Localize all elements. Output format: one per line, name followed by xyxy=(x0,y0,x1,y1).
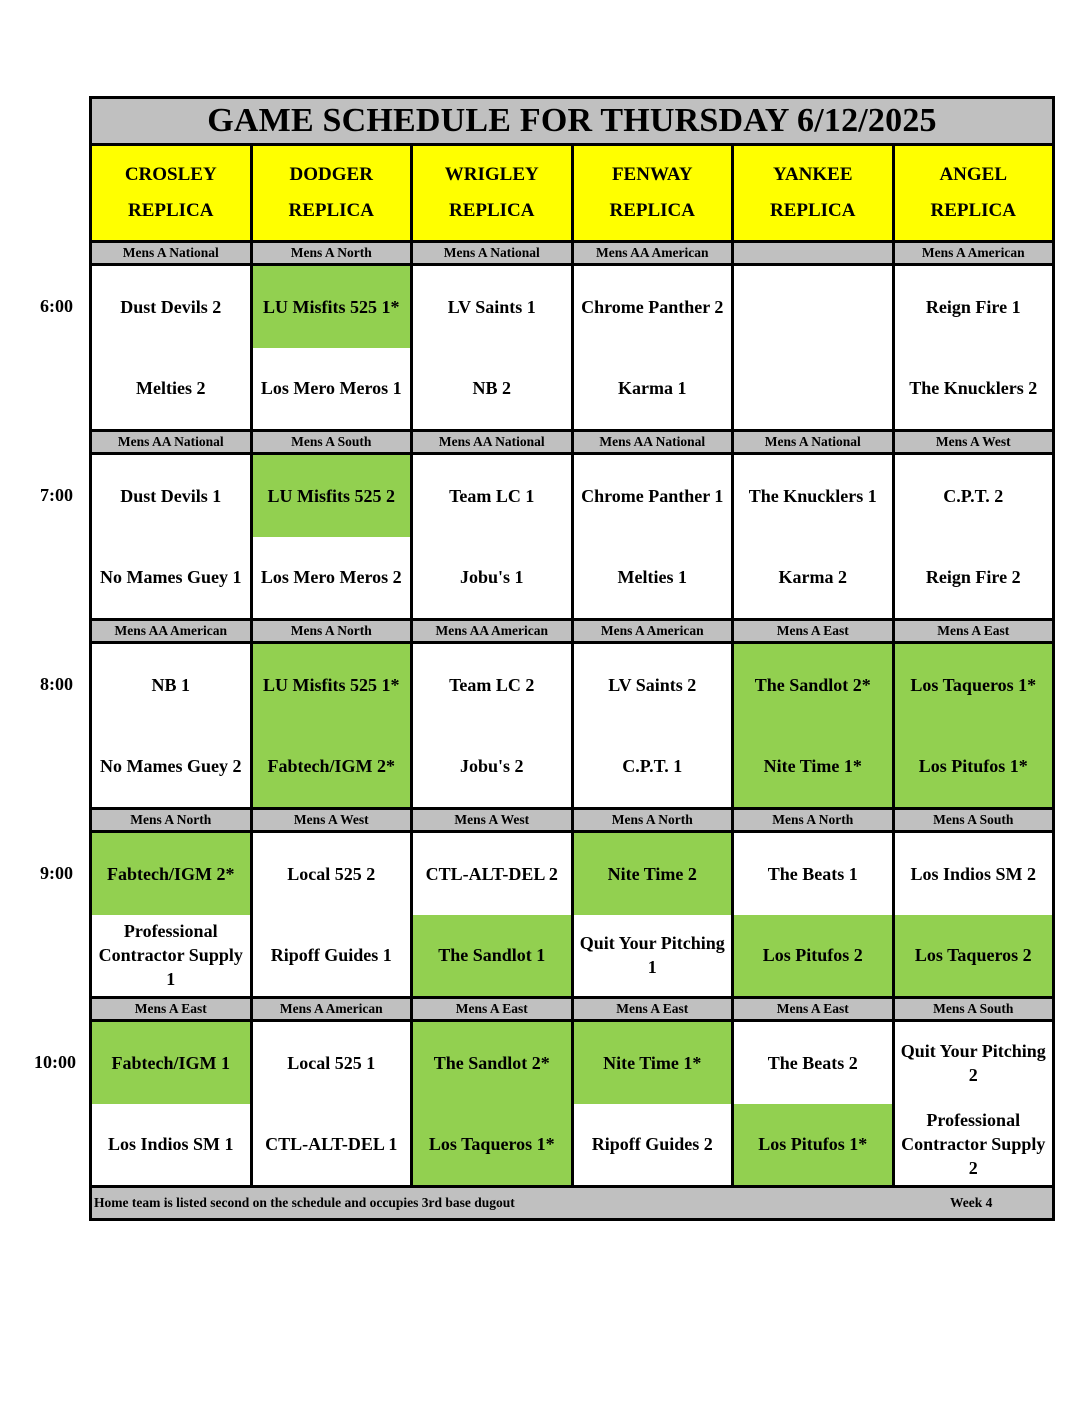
home-team: Jobu's 2 xyxy=(413,726,571,808)
division-label: Mens A South xyxy=(253,432,414,452)
away-team: Chrome Panther 1 xyxy=(574,455,732,537)
game-cell xyxy=(253,644,414,807)
away-team: Reign Fire 1 xyxy=(895,266,1053,348)
field-subtitle: REPLICA xyxy=(930,200,1016,221)
time-block xyxy=(92,1022,1052,1188)
away-team: Chrome Panther 2 xyxy=(574,266,732,348)
page-title: GAME SCHEDULE FOR THURSDAY 6/12/2025 xyxy=(92,99,1052,146)
home-team: Ripoff Guides 2 xyxy=(574,1104,732,1186)
game-cell xyxy=(574,1022,735,1185)
game-cell xyxy=(413,266,574,429)
away-team: Nite Time 2 xyxy=(574,833,732,915)
division-label: Mens A American xyxy=(574,621,735,641)
division-label: Mens A North xyxy=(253,621,414,641)
field-name: WRIGLEY xyxy=(444,164,539,185)
division-label: Mens A North xyxy=(734,810,895,830)
game-cell xyxy=(413,833,574,996)
game-cell xyxy=(734,1022,895,1185)
away-team xyxy=(734,266,892,348)
game-cell xyxy=(92,833,253,996)
time-block xyxy=(92,266,1052,432)
game-cell xyxy=(734,833,895,996)
home-team: NB 2 xyxy=(413,348,571,430)
away-team: NB 1 xyxy=(92,644,250,726)
home-team: Professional Contractor Supply 1 xyxy=(92,915,250,997)
home-team: No Mames Guey 2 xyxy=(92,726,250,808)
division-label: Mens AA American xyxy=(92,621,253,641)
time-block xyxy=(92,455,1052,621)
away-team: Quit Your Pitching 2 xyxy=(895,1022,1053,1104)
time-block xyxy=(92,833,1052,999)
home-team: Quit Your Pitching 1 xyxy=(574,915,732,997)
field-subtitle: REPLICA xyxy=(448,200,535,221)
home-team xyxy=(734,348,892,430)
game-cell xyxy=(574,266,735,429)
home-team: Los Taqueros 1* xyxy=(413,1104,571,1186)
home-team: Los Pitufos 1* xyxy=(895,726,1053,808)
division-row xyxy=(92,432,1052,455)
division-label: Mens AA National xyxy=(413,432,574,452)
home-team: Fabtech/IGM 2* xyxy=(253,726,411,808)
division-label: Mens A East xyxy=(734,999,895,1019)
away-team: LU Misfits 525 2 xyxy=(253,455,411,537)
home-team: Karma 1 xyxy=(574,348,732,430)
time-block xyxy=(92,644,1052,810)
away-team: LV Saints 1 xyxy=(413,266,571,348)
game-cell xyxy=(574,644,735,807)
field-header-fenway xyxy=(574,146,735,240)
division-label: Mens A West xyxy=(413,810,574,830)
game-cell xyxy=(574,455,735,618)
week-label: Week 4 xyxy=(950,1195,993,1210)
field-subtitle: REPLICA xyxy=(609,200,695,221)
away-team: LV Saints 2 xyxy=(574,644,732,726)
division-label: Mens A West xyxy=(253,810,414,830)
division-label: Mens AA American xyxy=(413,621,574,641)
away-team: The Beats 1 xyxy=(734,833,892,915)
division-label: Mens A American xyxy=(253,999,414,1019)
division-label xyxy=(734,243,895,263)
division-label: Mens A South xyxy=(933,1001,1014,1016)
division-label: Mens A East xyxy=(937,623,1010,638)
time-slots xyxy=(92,243,1052,1188)
field-header-angel xyxy=(895,146,1053,240)
game-cell xyxy=(253,455,414,618)
home-team: Professional Contractor Supply 2 xyxy=(895,1104,1053,1186)
schedule-table xyxy=(89,96,1055,1221)
game-cell xyxy=(253,266,414,429)
away-team: Dust Devils 2 xyxy=(92,266,250,348)
away-team: The Knucklers 1 xyxy=(734,455,892,537)
division-label: Mens AA American xyxy=(574,243,735,263)
game-cell xyxy=(895,833,1053,996)
footer-note: Home team is listed second on the schedule and occupies 3rd base dugout xyxy=(94,1195,515,1210)
game-cell xyxy=(574,833,735,996)
division-label: Mens A North xyxy=(253,243,414,263)
field-name: YANKEE xyxy=(772,164,853,185)
home-team: Los Taqueros 2 xyxy=(895,915,1053,997)
game-cell xyxy=(734,644,895,807)
game-cell xyxy=(92,644,253,807)
division-label: Mens A East xyxy=(574,999,735,1019)
division-row xyxy=(92,999,1052,1022)
home-team: Los Indios SM 1 xyxy=(92,1104,250,1186)
home-team: The Knucklers 2 xyxy=(895,348,1053,430)
game-cell xyxy=(413,455,574,618)
away-team: Team LC 1 xyxy=(413,455,571,537)
division-label: Mens A American xyxy=(921,245,1025,260)
division-label: Mens A North xyxy=(92,810,253,830)
home-team: Los Pitufos 2 xyxy=(734,915,892,997)
game-cell xyxy=(895,1022,1053,1185)
game-cell xyxy=(92,1022,253,1185)
division-label: Mens AA National xyxy=(92,432,253,452)
time-label: 10:00 xyxy=(34,1052,76,1072)
field-name: FENWAY xyxy=(611,164,693,185)
game-cell xyxy=(253,1022,414,1185)
game-cell xyxy=(92,266,253,429)
time-label: 8:00 xyxy=(40,674,73,694)
division-row xyxy=(92,243,1052,266)
home-team: Melties 2 xyxy=(92,348,250,430)
away-team: C.P.T. 2 xyxy=(895,455,1053,537)
footer-row xyxy=(92,1188,1052,1218)
game-cell xyxy=(253,833,414,996)
division-label: Mens A North xyxy=(574,810,735,830)
game-cell xyxy=(895,266,1053,429)
time-label: 9:00 xyxy=(40,863,73,883)
away-team: LU Misfits 525 1* xyxy=(253,266,411,348)
home-team: Karma 2 xyxy=(734,537,892,619)
game-cell xyxy=(734,266,895,429)
home-team: C.P.T. 1 xyxy=(574,726,732,808)
home-team: Reign Fire 2 xyxy=(895,537,1053,619)
away-team: The Sandlot 2* xyxy=(413,1022,571,1104)
game-cell xyxy=(895,644,1053,807)
away-team: Los Taqueros 1* xyxy=(895,644,1053,726)
division-label: Mens A East xyxy=(413,999,574,1019)
home-team: Ripoff Guides 1 xyxy=(253,915,411,997)
division-label: Mens A National xyxy=(734,432,895,452)
field-name: CROSLEY xyxy=(124,164,217,185)
away-team: Nite Time 1* xyxy=(574,1022,732,1104)
away-team: Local 525 1 xyxy=(253,1022,411,1104)
field-header-yankee xyxy=(734,146,895,240)
division-row xyxy=(92,810,1052,833)
field-name: ANGEL xyxy=(939,164,1008,185)
away-team: Los Indios SM 2 xyxy=(895,833,1053,915)
home-team: Jobu's 1 xyxy=(413,537,571,619)
game-cell xyxy=(734,455,895,618)
away-team: Team LC 2 xyxy=(413,644,571,726)
away-team: The Sandlot 2* xyxy=(734,644,892,726)
home-team: The Sandlot 1 xyxy=(413,915,571,997)
home-team: Nite Time 1* xyxy=(734,726,892,808)
division-label: Mens A South xyxy=(933,812,1014,827)
game-cell xyxy=(413,644,574,807)
game-cell xyxy=(413,1022,574,1185)
field-header-wrigley xyxy=(413,146,574,240)
home-team: Los Mero Meros 1 xyxy=(253,348,411,430)
away-team: Local 525 2 xyxy=(253,833,411,915)
time-label: 7:00 xyxy=(40,485,73,505)
field-subtitle: REPLICA xyxy=(127,200,214,221)
away-team: Dust Devils 1 xyxy=(92,455,250,537)
away-team: Fabtech/IGM 1 xyxy=(92,1022,250,1104)
division-label: Mens A East xyxy=(734,621,895,641)
home-team: CTL-ALT-DEL 1 xyxy=(253,1104,411,1186)
away-team: Fabtech/IGM 2* xyxy=(92,833,250,915)
away-team: CTL-ALT-DEL 2 xyxy=(413,833,571,915)
home-team: Melties 1 xyxy=(574,537,732,619)
division-label: Mens AA National xyxy=(574,432,735,452)
division-label: Mens A National xyxy=(92,243,253,263)
field-subtitle: REPLICA xyxy=(769,200,856,221)
division-row xyxy=(92,621,1052,644)
game-cell xyxy=(92,455,253,618)
field-header-dodger xyxy=(253,146,414,240)
field-name: DODGER xyxy=(289,164,373,185)
field-header-row xyxy=(92,146,1052,243)
game-cell xyxy=(895,455,1053,618)
home-team: No Mames Guey 1 xyxy=(92,537,250,619)
division-label: Mens A West xyxy=(935,434,1011,449)
division-label: Mens A East xyxy=(92,999,253,1019)
home-team: Los Pitufos 1* xyxy=(734,1104,892,1186)
time-label: 6:00 xyxy=(40,296,73,316)
away-team: LU Misfits 525 1* xyxy=(253,644,411,726)
home-team: Los Mero Meros 2 xyxy=(253,537,411,619)
field-header-crosley xyxy=(92,146,253,240)
division-label: Mens A National xyxy=(413,243,574,263)
away-team: The Beats 2 xyxy=(734,1022,892,1104)
field-subtitle: REPLICA xyxy=(288,200,374,221)
